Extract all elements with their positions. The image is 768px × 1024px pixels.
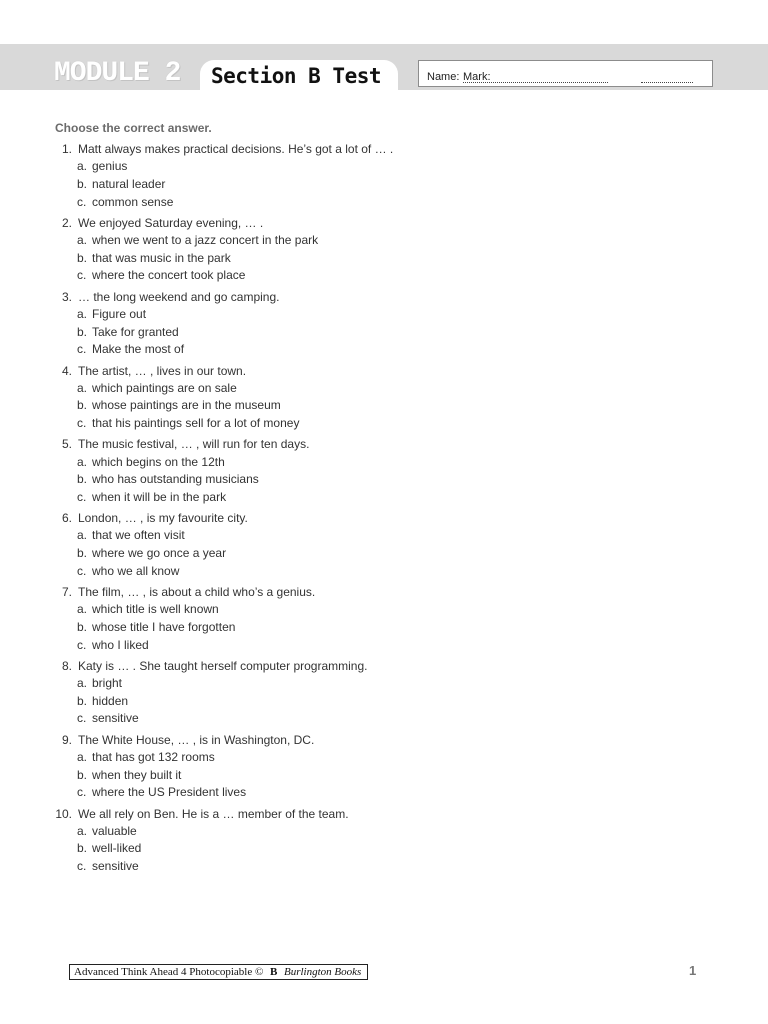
option-letter: c. [77, 342, 87, 357]
option-letter: b. [77, 324, 88, 339]
answer-option[interactable] [0, 675, 768, 693]
question-item [0, 805, 768, 876]
question-line [0, 140, 768, 158]
question-number: 5. [61, 437, 72, 452]
answer-option[interactable] [0, 693, 768, 711]
question-number: 1. [61, 142, 72, 156]
option-letter: b. [77, 841, 88, 856]
answer-option[interactable] [0, 176, 768, 194]
footer-copyright [69, 964, 368, 980]
option-text: where the US President lives [92, 785, 247, 800]
question-number: 4. [61, 363, 72, 378]
option-text: whose paintings are in the museum [92, 398, 281, 413]
option-letter: a. [77, 454, 88, 469]
answer-option[interactable] [0, 710, 768, 728]
option-text: when it will be in the park [92, 489, 227, 504]
answer-option[interactable] [0, 749, 768, 767]
question-line [0, 509, 768, 527]
option-text: sensitive [92, 711, 139, 726]
question-text: London, … , is my favourite city. [78, 511, 248, 526]
answer-option[interactable] [0, 324, 768, 342]
option-text: Figure out [92, 306, 147, 321]
option-letter: c. [77, 268, 87, 283]
answer-option[interactable] [0, 454, 768, 472]
option-letter: b. [77, 619, 88, 634]
question-text: Katy is … . She taught herself computer programming. [78, 658, 368, 673]
question-line [0, 214, 768, 232]
answer-option[interactable] [0, 194, 768, 212]
answer-option[interactable] [0, 267, 768, 285]
option-letter: b. [77, 472, 88, 487]
question-number: 7. [61, 585, 72, 600]
publisher-name: Burlington Books [284, 966, 362, 978]
question-item [0, 288, 768, 359]
option-letter: b. [77, 176, 88, 191]
answer-option[interactable] [0, 563, 768, 581]
option-text: which paintings are on sale [92, 380, 237, 395]
answer-option[interactable] [0, 397, 768, 415]
question-text: The artist, … , lives in our town. [78, 363, 247, 378]
option-text: Make the most of [92, 342, 185, 357]
question-text: The music festival, … , will run for ten days. [78, 437, 310, 452]
name-label: Name: [427, 71, 460, 83]
question-text: The White House, … , is in Washington, DC. [78, 732, 315, 747]
mark-label: Mark: [463, 71, 491, 83]
option-text: who I liked [92, 637, 149, 652]
option-letter: c. [77, 194, 87, 209]
section-title: Section B Test [211, 64, 382, 88]
answer-option[interactable] [0, 232, 768, 250]
question-item [0, 509, 768, 580]
answer-option[interactable] [0, 158, 768, 176]
option-letter: a. [77, 380, 88, 395]
question-number: 9. [61, 732, 72, 747]
question-line [0, 731, 768, 749]
option-text: bright [92, 676, 123, 691]
option-letter: a. [77, 602, 88, 617]
answer-option[interactable] [0, 619, 768, 637]
answer-option[interactable] [0, 250, 768, 268]
module-label: MODULE 2 [54, 58, 181, 89]
question-item [0, 731, 768, 802]
option-text: common sense [92, 194, 174, 209]
option-text: who we all know [92, 563, 180, 578]
page-number: 1 [689, 963, 697, 978]
option-letter: b. [77, 398, 88, 413]
instructions: Choose the correct answer. [55, 121, 212, 135]
option-text: natural leader [92, 176, 166, 191]
option-letter: c. [77, 563, 87, 578]
publisher-logo-letter: B [270, 966, 278, 978]
question-line [0, 805, 768, 823]
answer-option[interactable] [0, 858, 768, 876]
option-letter: a. [77, 749, 88, 764]
answer-option[interactable] [0, 601, 768, 619]
option-text: well-liked [92, 841, 142, 856]
question-number: 8. [61, 658, 72, 673]
answer-option[interactable] [0, 840, 768, 858]
question-text: We enjoyed Saturday evening, … . [78, 215, 264, 230]
question-item [0, 140, 768, 211]
question-line [0, 583, 768, 601]
question-text: … the long weekend and go camping. [78, 289, 280, 304]
answer-option[interactable] [0, 784, 768, 802]
question-line [0, 288, 768, 306]
option-text: genius [92, 159, 128, 174]
option-text: which begins on the 12th [92, 454, 225, 469]
answer-option[interactable] [0, 306, 768, 324]
question-list [0, 140, 768, 878]
option-text: that was music in the park [92, 250, 231, 265]
option-text: Take for granted [92, 324, 179, 339]
option-letter: c. [77, 859, 87, 874]
question-line [0, 362, 768, 380]
answer-option[interactable] [0, 380, 768, 398]
option-text: that we often visit [92, 528, 185, 543]
question-number: 6. [61, 511, 72, 526]
option-text: valuable [92, 823, 137, 838]
answer-option[interactable] [0, 489, 768, 507]
question-item [0, 214, 768, 285]
option-text: where the concert took place [92, 268, 246, 283]
footer-text: Advanced Think Ahead 4 Photocopiable © [74, 966, 264, 978]
option-letter: a. [77, 306, 88, 321]
answer-option[interactable] [0, 823, 768, 841]
question-number: 10. [55, 806, 72, 821]
option-letter: a. [77, 528, 88, 543]
name-mark-box [418, 60, 713, 87]
option-letter: a. [77, 159, 88, 174]
option-text: that has got 132 rooms [92, 749, 215, 764]
option-text: sensitive [92, 859, 139, 874]
answer-option[interactable] [0, 545, 768, 563]
question-text: We all rely on Ben. He is a … member of the team. [78, 806, 349, 821]
answer-option[interactable] [0, 341, 768, 359]
option-text: which title is well known [92, 602, 219, 617]
answer-option[interactable] [0, 767, 768, 785]
option-letter: c. [77, 416, 87, 431]
section-tab [200, 60, 398, 90]
question-item [0, 362, 768, 433]
question-text: Matt always makes practical decisions. He’s got a lot of … . [78, 142, 394, 156]
option-letter: b. [77, 767, 88, 782]
name-field[interactable] [463, 82, 608, 83]
answer-option[interactable] [0, 527, 768, 545]
option-letter: c. [77, 711, 87, 726]
option-text: when they built it [92, 767, 182, 782]
answer-option[interactable] [0, 471, 768, 489]
option-letter: b. [77, 546, 88, 561]
question-item [0, 583, 768, 654]
option-text: where we go once a year [92, 546, 227, 561]
option-letter: a. [77, 233, 88, 248]
option-letter: c. [77, 637, 87, 652]
option-letter: c. [77, 785, 87, 800]
question-number: 3. [61, 289, 72, 304]
option-letter: b. [77, 693, 88, 708]
question-line [0, 657, 768, 675]
option-letter: a. [77, 823, 88, 838]
option-letter: c. [77, 489, 87, 504]
option-text: hidden [92, 693, 129, 708]
question-line [0, 435, 768, 453]
question-text: The film, … , is about a child who’s a genius. [78, 585, 316, 600]
option-text: when we went to a jazz concert in the park [92, 233, 319, 248]
answer-option[interactable] [0, 637, 768, 655]
option-letter: a. [77, 676, 88, 691]
mark-field[interactable] [641, 82, 693, 83]
question-number: 2. [61, 215, 72, 230]
question-item [0, 657, 768, 728]
question-item [0, 435, 768, 506]
publisher-logo-icon [270, 965, 277, 979]
option-letter: b. [77, 250, 88, 265]
answer-option[interactable] [0, 415, 768, 433]
option-text: that his paintings sell for a lot of money [92, 416, 300, 431]
option-text: whose title I have forgotten [92, 619, 236, 634]
option-text: who has outstanding musicians [92, 472, 259, 487]
